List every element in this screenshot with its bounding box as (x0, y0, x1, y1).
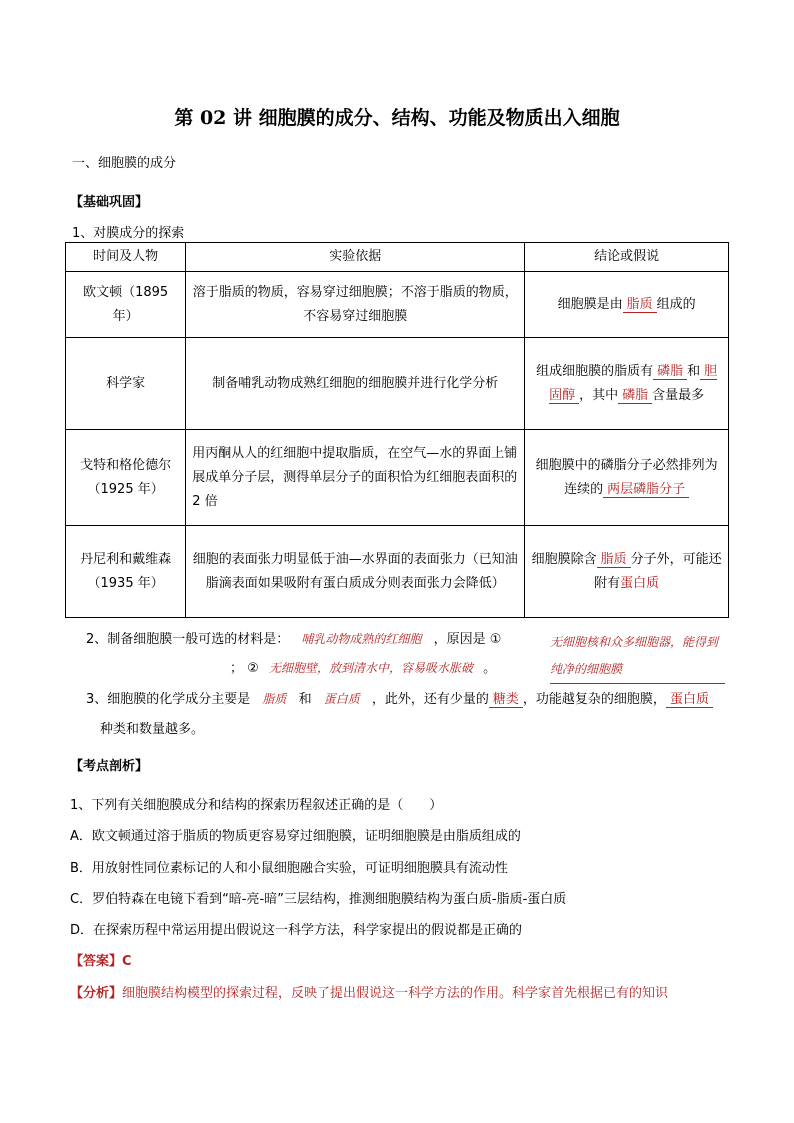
answer-blank: 糖类 (489, 692, 523, 708)
page-title: 第 02 讲 细胞膜的成分、结构、功能及物质出入细胞 (174, 107, 620, 129)
answer-blank: 脂质 (262, 692, 287, 706)
answer-blank: 无细胞核和众多细胞器，能得到纯净的细胞膜 (550, 629, 725, 684)
table-row (66, 526, 729, 618)
analysis-line (70, 982, 668, 1001)
evidence-cell: 溶于脂质的物质，容易穿过细胞膜；不溶于脂质的物质，不容易穿过细胞膜 (186, 272, 525, 338)
basic-label: 【基础巩固】 (70, 195, 149, 210)
question-2-line-2: ； ② 无细胞壁，放到清水中，容易吸水胀破 。 (230, 661, 497, 676)
answer-blank: 无细胞壁，放到清水中，容易吸水胀破 (268, 661, 473, 675)
answer-blank: 脂质 (597, 552, 631, 568)
answer-blank: 脂质 (623, 297, 657, 313)
person-cell: 戈特和格伦德尔 （1925 年） (66, 430, 186, 526)
answer-line (70, 950, 132, 969)
answer-blank: 胆固醇 (549, 363, 718, 403)
question-3-line: 3、细胞膜的化学成分主要是 脂质 和 蛋白质 ，此外，还有少量的 糖类 ，功能越复杂的细胞膜， 蛋白质 (86, 688, 713, 707)
conclusion-cell: 组成细胞膜的脂质有 磷脂 和 胆固醇 ，其中 磷脂 含量最多 (525, 338, 729, 430)
evidence-cell: 用丙酮从人的红细胞中提取脂质，在空气—水的界面上铺展成单分子层，测得单层分子的面积恰为红细胞表面积的 2 倍 (186, 430, 525, 526)
table-header: 结论或假说 (525, 243, 729, 272)
person-cell: 科学家 (66, 338, 186, 430)
mcq-option-d: D．在探索历程中常运用提出假说这一科学方法，科学家提出的假说都是正确的 (70, 923, 523, 938)
evidence-cell: 细胞的表面张力明显低于油—水界面的表面张力（已知油脂滴表面如果吸附有蛋白质成分则表面张力会降低） (186, 526, 525, 618)
circled-number: ② (247, 661, 259, 676)
conclusion-cell: 细胞膜除含 脂质 分子外，可能还附有蛋白质 (525, 526, 729, 618)
table-header: 实验依据 (186, 243, 525, 272)
answer-blank: 磷脂 (653, 364, 687, 380)
conclusion-cell: 细胞膜是由 脂质 组成的 (525, 272, 729, 338)
person-cell: 丹尼利和戴维森 （1935 年） (66, 526, 186, 618)
section-heading: 一、细胞膜的成分 (72, 156, 177, 171)
table-header-row (66, 243, 729, 272)
mcq-stem: 1、下列有关细胞膜成分和结构的探索历程叙述正确的是（ ） (70, 798, 443, 813)
analysis-tag: 【分析】 (70, 986, 123, 1001)
answer-label: 【答案】 (70, 954, 123, 969)
answer-blank: 两层磷脂分子 (603, 482, 689, 498)
circled-number: ① (489, 632, 502, 647)
answer-blank: 磷脂 (618, 388, 652, 404)
table-row (66, 338, 729, 430)
question-1-heading: 1、对膜成分的探索 (72, 226, 185, 241)
table-header: 时间及人物 (66, 243, 186, 272)
person-cell: 欧文顿（1895 年） (66, 272, 186, 338)
answer-blank: 哺乳动物成熟的红细胞 (301, 632, 422, 646)
question-2-line-1: 2、制备细胞膜一般可选的材料是： 哺乳动物成熟的红细胞 ，原因是 ① (86, 632, 502, 647)
evidence-cell: 制备哺乳动物成熟红细胞的细胞膜并进行化学分析 (186, 338, 525, 430)
question-3-continued: 种类和数量越多。 (100, 722, 205, 737)
mcq-option-a: A．欧文顿通过溶于脂质的物质更容易穿过细胞膜，证明细胞膜是由脂质组成的 (70, 829, 521, 844)
answer-blank: 蛋白质 (323, 692, 360, 706)
analysis-text: 细胞膜结构模型的探索过程，反映了提出假说这一科学方法的作用。科学家首先根据已有的知识 (122, 986, 669, 1001)
membrane-exploration-table (65, 242, 729, 618)
answer-blank: 蛋白质 (620, 575, 660, 591)
mcq-option-b: B．用放射性同位素标记的人和小鼠细胞融合实验，可证明细胞膜具有流动性 (70, 861, 508, 876)
answer-blank: 蛋白质 (666, 692, 713, 708)
conclusion-cell: 细胞膜中的磷脂分子必然排列为连续的 两层磷脂分子 (525, 430, 729, 526)
mcq-option-c: C．罗伯特森在电镜下看到“暗-亮-暗”三层结构，推测细胞膜结构为蛋白质-脂质-蛋白质 (70, 892, 567, 907)
answer-value: C (122, 954, 132, 969)
table-row (66, 272, 729, 338)
analysis-label: 【考点剖析】 (70, 759, 149, 774)
table-row (66, 430, 729, 526)
